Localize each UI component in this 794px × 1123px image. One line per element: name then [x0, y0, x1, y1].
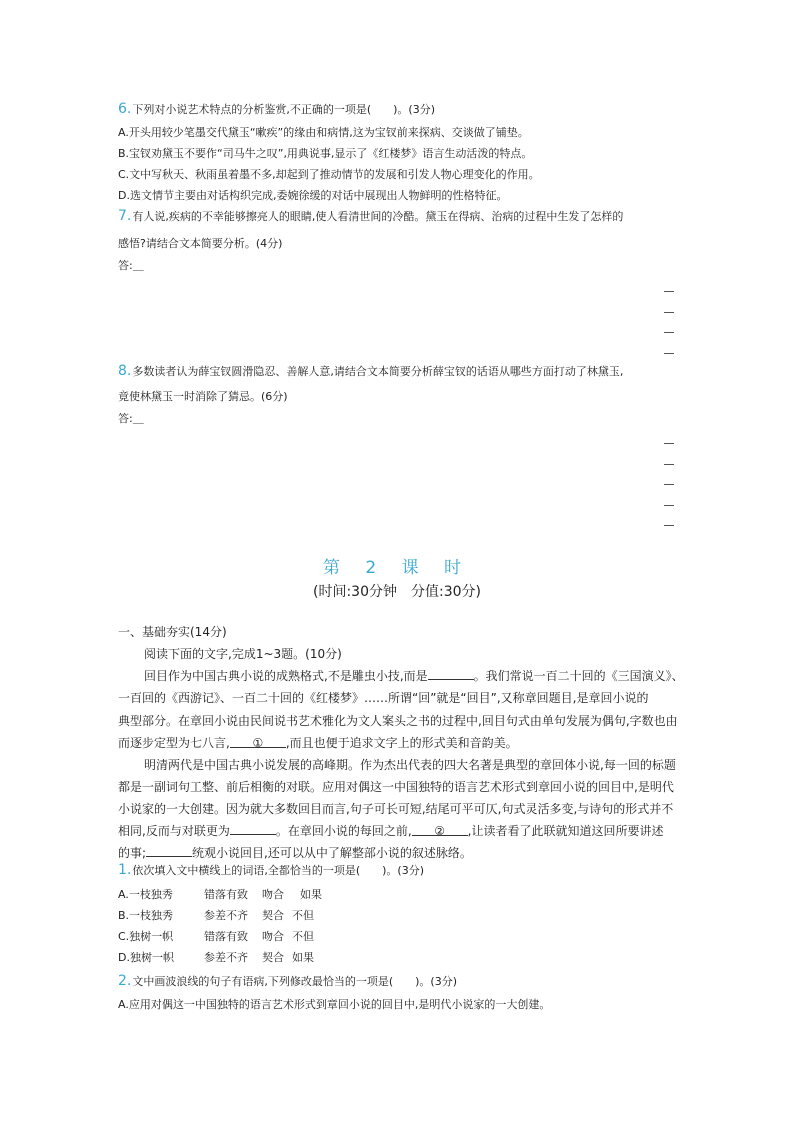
q7-answer-label: 答:＿	[118, 259, 144, 272]
passage-line	[118, 822, 663, 839]
q1-option-text: 如果	[292, 951, 314, 964]
q8-answer-line[interactable]	[664, 443, 674, 444]
q8-line1: 多数读者认为薛宝钗圆滑隐忍、善解人意,请结合文本简要分析薛宝钗的话语从哪些方面打动了林黛玉,	[132, 365, 624, 378]
passage-text: ,让读者看了此联就知道这回所要讲述	[467, 824, 664, 838]
passage-line	[118, 844, 472, 861]
passage-text: 。我们常说一百二十回的《三国演义》、	[473, 669, 684, 683]
q7-answer-line[interactable]	[664, 332, 674, 333]
q8-answer-line[interactable]	[664, 525, 674, 526]
q7-number: 7.	[118, 208, 132, 224]
q7-answer-line[interactable]	[664, 312, 674, 313]
q1-option-text: D.独树一帜	[118, 951, 174, 964]
part-heading: 一、基础夯实(14分)	[118, 625, 227, 639]
passage-line	[144, 667, 684, 684]
passage-line: 一百回的《西游记》、一百二十回的《红楼梦》……所谓“回”就是“回目”,又称章回题目,是章回小说的	[118, 691, 649, 705]
passage-line: 小说家的一大创建。因为就大多数回目而言,句子可长可短,结尾可平可仄,句式灵活多变,与诗句的形式并不	[118, 802, 674, 816]
q8-number: 8.	[118, 363, 132, 379]
q8-stem	[118, 364, 623, 379]
passage-text: 。在章回小说的每回之前,	[275, 824, 412, 838]
q1-option-text: C.独树一帜	[118, 930, 174, 943]
q1-option-text: B.一枝独秀	[118, 909, 174, 922]
passage-text: ,而且也便于追求文字上的形式美和音韵美。	[285, 736, 518, 750]
q6-option-a: A.开头用较少笔墨交代黛玉“嗽疾”的缘由和病情,这为宝钗前来探病、交谈做了铺垫。	[118, 126, 529, 139]
q7-answer-line[interactable]	[664, 291, 674, 292]
q6-stem	[118, 102, 435, 117]
q6-stem-text: 下列对小说艺术特点的分析鉴赏,不正确的一项是( )。(3分)	[132, 103, 436, 116]
q1-stem-text: 依次填入文中横线上的词语,全都恰当的一项是( )。(3分)	[132, 864, 425, 877]
q2-stem	[118, 974, 457, 989]
fill-blank[interactable]	[146, 844, 192, 857]
section-title: 第 2 课 时	[322, 558, 472, 578]
q1-option-d	[118, 950, 314, 965]
q1-option-text: 不但	[292, 909, 314, 922]
q6-option-b: B.宝钗劝黛玉不要作“司马牛之叹”,用典说事,显示了《红楼梦》语言生动活泼的特点。	[118, 147, 533, 160]
q8-answer-line[interactable]	[664, 464, 674, 465]
q8-answer-line[interactable]	[664, 505, 674, 506]
q1-option-c	[118, 929, 314, 944]
q1-option-a	[118, 887, 322, 902]
q1-option-text: 契合	[262, 951, 284, 964]
q1-option-text: 不但	[292, 930, 314, 943]
q1-stem	[118, 863, 424, 878]
q1-option-text: 吻合	[262, 930, 284, 943]
q1-option-text: 错落有致	[204, 930, 248, 943]
q7-answer-line[interactable]	[664, 353, 674, 354]
passage-line: 都是一副词句工整、前后相衡的对联。应用对偶这一中国独特的语言艺术形式到章回小说的回目中,是明代	[118, 780, 674, 794]
fill-blank[interactable]	[428, 667, 474, 680]
q1-option-text: A.一枝独秀	[118, 888, 173, 901]
passage-text: 回目作为中国古典小说的成熟格式,不是雕虫小技,而是	[144, 669, 428, 683]
q6-number: 6.	[118, 101, 132, 117]
passage-text: 的事;	[118, 846, 147, 860]
q1-option-text: 错落有致	[204, 888, 248, 901]
q1-option-text: 参差不齐	[204, 909, 248, 922]
reading-instruction: 阅读下面的文字,完成1~3题。(10分)	[144, 647, 342, 661]
q7-stem	[118, 209, 623, 224]
q1-option-text: 吻合	[262, 888, 284, 901]
passage-line	[118, 735, 518, 751]
q8-line2: 竟使林黛玉一时消除了猜忌。(6分)	[118, 390, 288, 403]
q1-option-text: 如果	[300, 888, 322, 901]
passage-text: 统观小说回目,还可以从中了解整部小说的叙述脉络。	[192, 846, 472, 860]
q2-option-a: A.应用对偶这一中国独特的语言艺术形式到章回小说的回目中,是明代小说家的一大创建。	[118, 998, 551, 1011]
q6-option-c: C.文中写秋天、秋雨虽着墨不多,却起到了推动情节的发展和引发人物心理变化的作用。	[118, 168, 540, 181]
q1-number: 1.	[118, 862, 132, 878]
q8-answer-label: 答:＿	[118, 412, 144, 425]
passage-text: 而逐步定型为七八言,	[118, 736, 230, 750]
q7-line1: 有人说,疾病的不幸能够擦亮人的眼睛,使人看清世间的冷酷。黛玉在得病、治病的过程中生发了怎样的	[132, 210, 624, 223]
fill-blank[interactable]	[230, 822, 276, 835]
section-subtitle: (时间:30分钟 分值:30分)	[313, 584, 481, 600]
q1-option-text: 参差不齐	[204, 951, 248, 964]
blank-1[interactable]: ①	[230, 735, 286, 748]
passage-text: 相同,反而与对联更为	[118, 824, 230, 838]
q1-option-text: 契合	[262, 909, 284, 922]
q2-stem-text: 文中画波浪线的句子有语病,下列修改最恰当的一项是( )。(3分)	[132, 975, 458, 988]
q7-line2: 感悟?请结合文本简要分析。(4分)	[118, 237, 283, 250]
passage-line: 典型部分。在章回小说由民间说书艺术雅化为文人案头之书的过程中,回目句式由单句发展为偶句,字数也由	[118, 714, 678, 728]
q8-answer-line[interactable]	[664, 484, 674, 485]
passage-line: 明清两代是中国古典小说发展的高峰期。作为杰出代表的四大名著是典型的章回体小说,每一回的标题	[144, 758, 676, 772]
blank-2[interactable]: ②	[412, 823, 468, 836]
q6-option-d: D.选文情节主要由对话构织完成,委婉徐缓的对话中展现出人物鲜明的性格特征。	[118, 189, 508, 202]
q1-option-b	[118, 908, 314, 923]
q2-number: 2.	[118, 973, 132, 989]
